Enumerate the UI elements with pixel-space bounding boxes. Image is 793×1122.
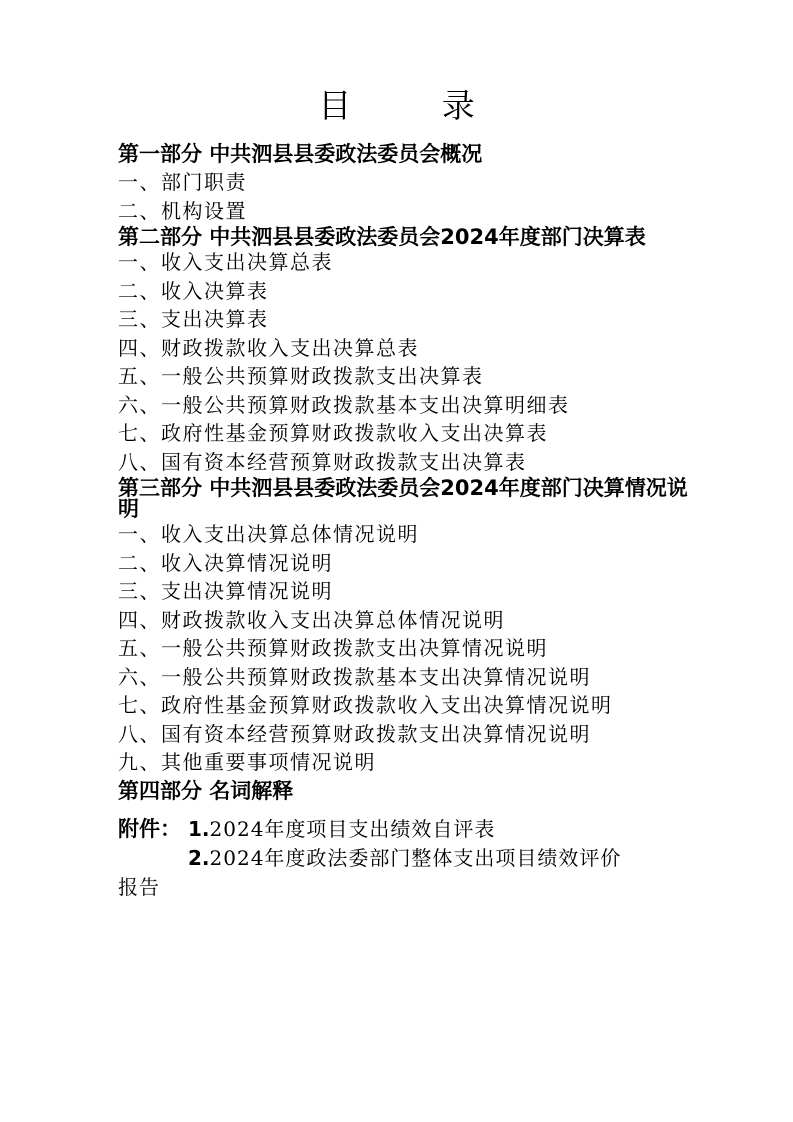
- toc-item: 一、部门职责: [118, 170, 247, 194]
- toc-item: 六、一般公共预算财政拨款基本支出决算明细表: [118, 392, 570, 417]
- toc-item: 七、政府性基金预算财政拨款收入支出决算表: [118, 421, 548, 445]
- toc-item: 四、财政拨款收入支出决算总表: [118, 335, 419, 360]
- toc-item: 二、收入决算情况说明: [118, 550, 333, 575]
- attachment-title-continued: 报告: [118, 874, 160, 899]
- attachment-number: 1.: [188, 816, 210, 841]
- toc-item: 六、一般公共预算财政拨款基本支出决算情况说明: [118, 664, 591, 689]
- part4-heading: 第四部分 名词解释: [118, 778, 294, 803]
- attachment-number: 2.: [188, 845, 210, 870]
- toc-item: 八、国有资本经营预算财政拨款支出决算表: [118, 449, 527, 474]
- part1-heading: 第一部分 中共泗县县委政法委员会概况: [118, 142, 483, 166]
- toc-item: 一、收入支出决算总体情况说明: [118, 522, 419, 546]
- toc-item: 五、一般公共预算财政拨款支出决算表: [118, 364, 484, 388]
- toc-item: 七、政府性基金预算财政拨款收入支出决算情况说明: [118, 693, 613, 717]
- toc-item: 九、其他重要事项情况说明: [118, 750, 376, 774]
- toc-item: 三、支出决算表: [118, 307, 269, 331]
- attachments-label: 附件：: [118, 816, 181, 841]
- part3-heading: 第三部分 中共泗县县委政法委员会2024年度部门决算情况说明: [118, 476, 688, 521]
- toc-item: 二、机构设置: [118, 198, 247, 223]
- attachment-row: [118, 844, 688, 873]
- attachment-title: 2024年度项目支出绩效自评表: [209, 816, 496, 841]
- table-of-contents: [118, 140, 688, 902]
- attachment-title: 2024年度政法委部门整体支出项目绩效评价: [209, 845, 622, 870]
- attachments-section: [118, 815, 688, 902]
- part2-heading: 第二部分 中共泗县县委政法委员会2024年度部门决算表: [118, 225, 646, 249]
- toc-item: 二、收入决算表: [118, 278, 269, 303]
- toc-item: 五、一般公共预算财政拨款支出决算情况说明: [118, 636, 548, 660]
- toc-item: 三、支出决算情况说明: [118, 579, 333, 603]
- attachment-row: [118, 815, 688, 844]
- toc-item: 八、国有资本经营预算财政拨款支出决算情况说明: [118, 721, 591, 746]
- toc-item: 四、财政拨款收入支出决算总体情况说明: [118, 607, 505, 632]
- page-title: 目 录: [318, 86, 515, 125]
- toc-item: 一、收入支出决算总表: [118, 250, 333, 274]
